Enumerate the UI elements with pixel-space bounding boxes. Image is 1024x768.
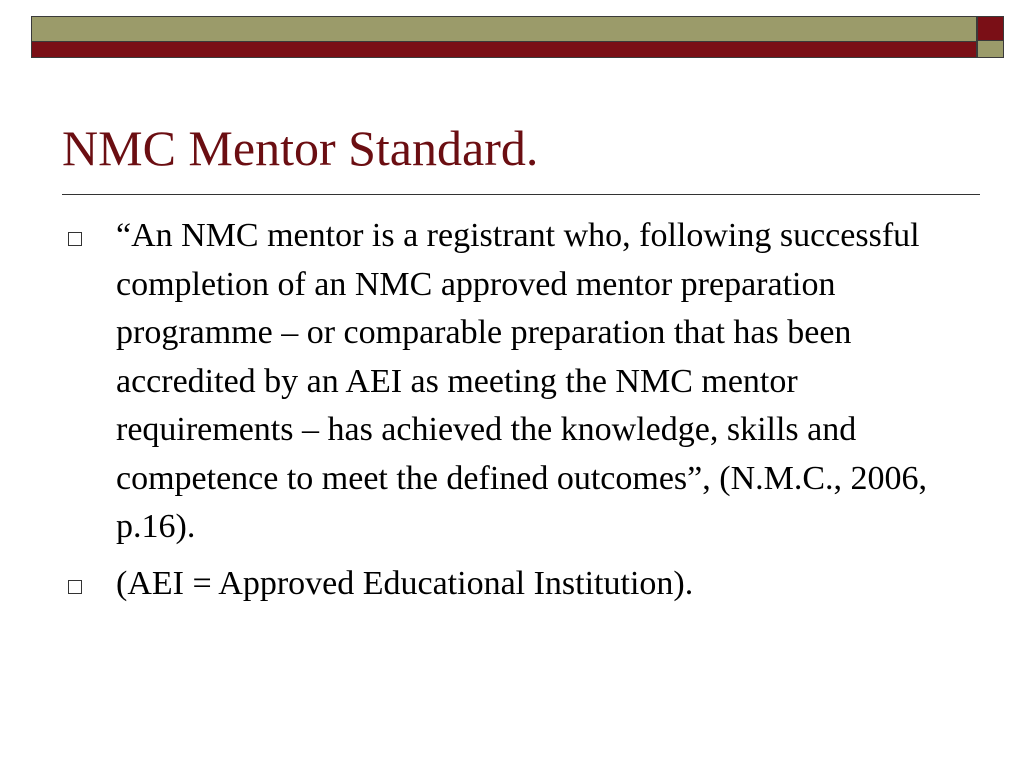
- bullet-item: [62, 212, 962, 552]
- bullet-item: [62, 560, 962, 609]
- hollow-square-bullet-icon: [68, 232, 82, 246]
- corner-block-maroon: [977, 16, 1004, 41]
- hollow-square-bullet-icon: [68, 580, 82, 594]
- header-band-olive-stripe: [32, 17, 976, 42]
- bullet-text: “An NMC mentor is a registrant who, following successful completion of an NMC approved mentor preparation programme – or comparable preparation that has been accredited by an AEI as meeting the NMC mentor requirements – has achieved the knowledge, skills and competence to meet the defined outcomes”, (N.M.C., 2006, p.16).: [116, 217, 928, 545]
- slide-title: NMC Mentor Standard.: [62, 120, 539, 176]
- title-divider: [62, 194, 980, 195]
- bullet-list: [62, 212, 962, 616]
- bullet-text: (AEI = Approved Educational Institution).: [116, 564, 694, 602]
- header-band: [31, 16, 977, 58]
- header-band-maroon-stripe: [32, 42, 976, 57]
- corner-block-olive: [977, 40, 1004, 58]
